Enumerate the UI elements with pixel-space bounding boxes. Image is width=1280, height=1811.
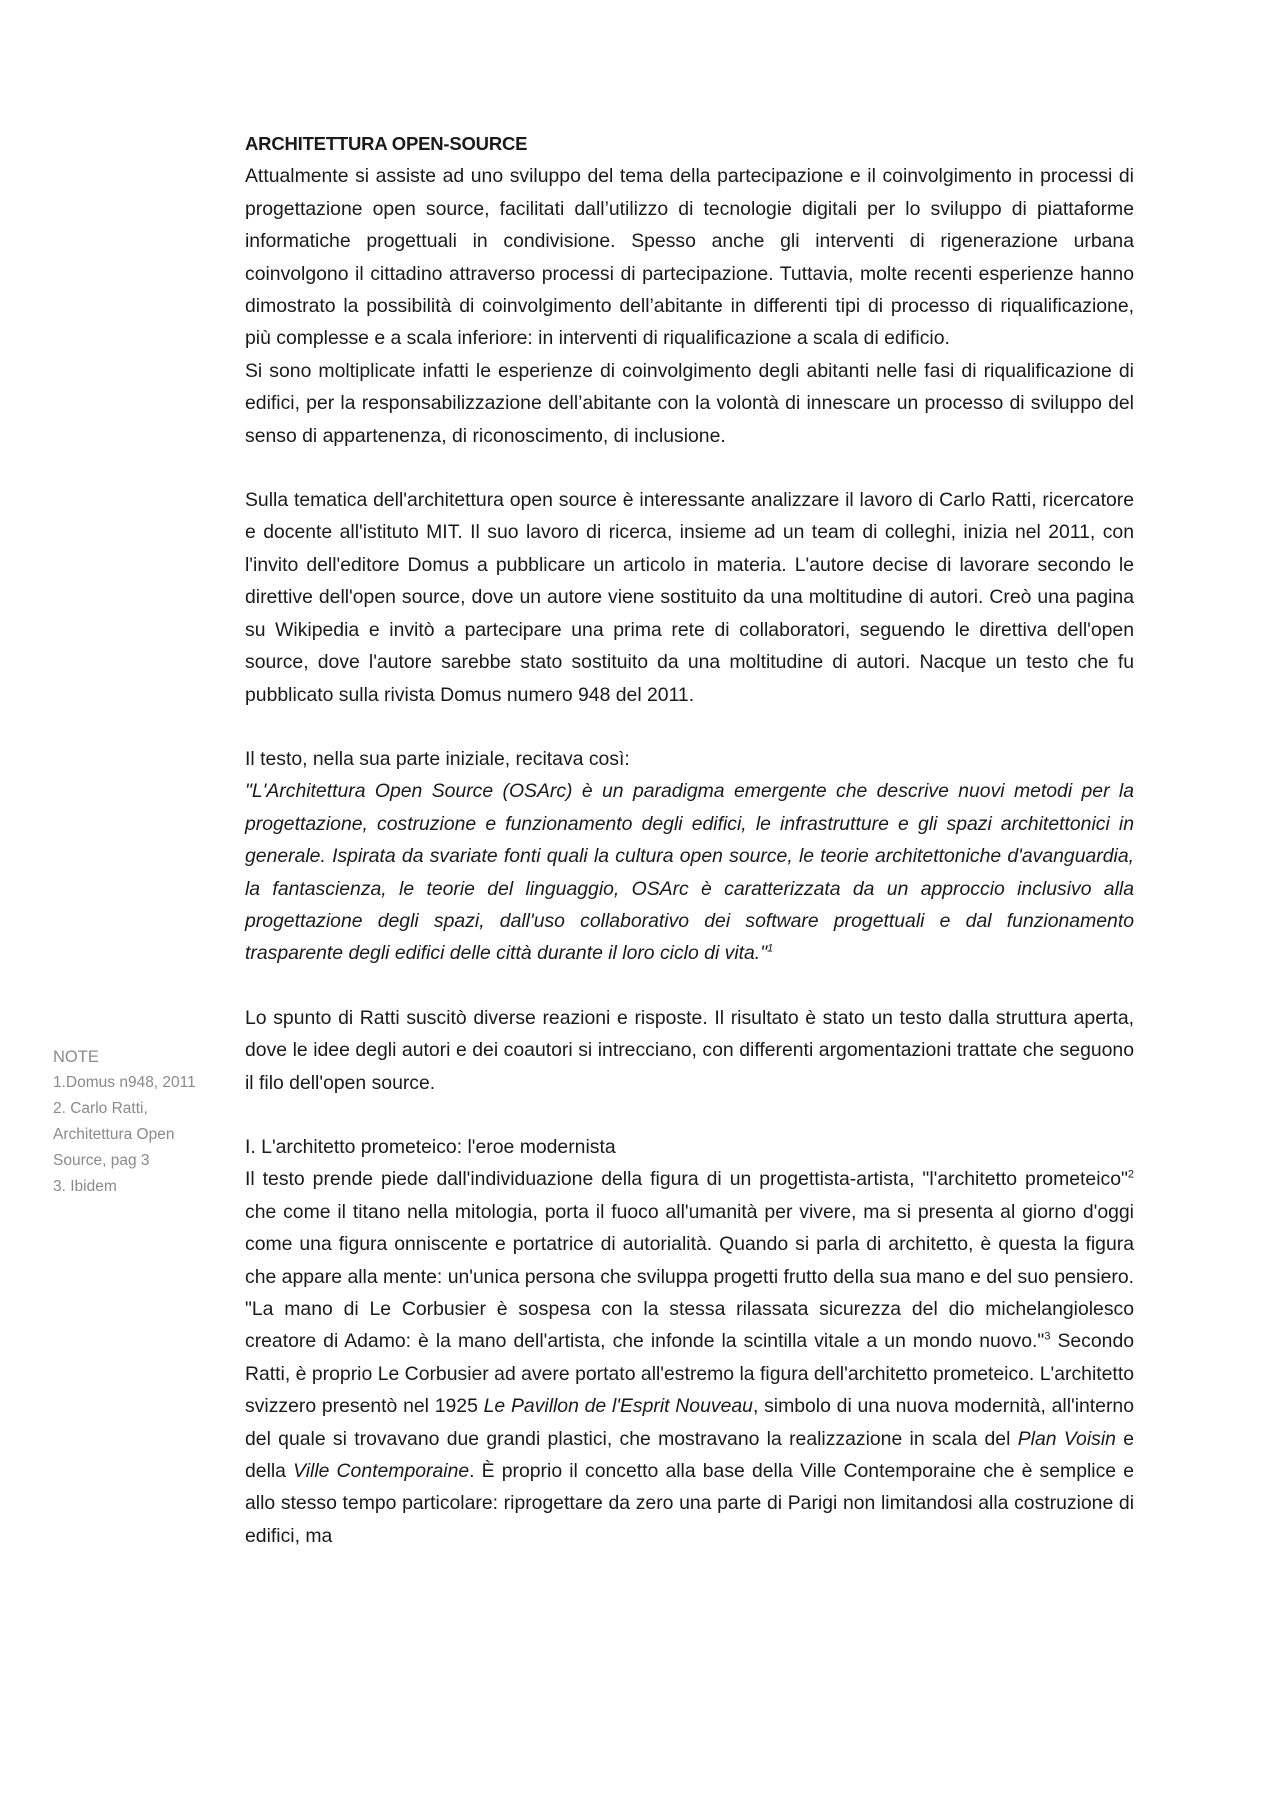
paragraph-intro-2: Si sono moltiplicate infatti le esperienze di coinvolgimento degli abitanti nelle fasi di riqualificazione di edifici, per la responsabilizzazione dell’abitante con la volontà di innescare un processo di sviluppo del senso di appartenenza, di riconoscimento, di inclusione.: [245, 359, 1134, 447]
note-item-2: 2. Carlo Ratti, Architettura Open Source, pag 3: [53, 1100, 175, 1169]
notes-heading: NOTE: [53, 1048, 99, 1066]
text-run: , simbolo di una nuova modernità, all'interno del quale si trovavano due grandi plastici, che mostravano la realizzazione in scala del: [245, 1395, 1134, 1450]
footnote-ref-2: 2: [1127, 1168, 1134, 1181]
text-run: Il testo prende piede dall'individuazione della figura di un progettista-artista, "l'architetto prometeico": [245, 1168, 1128, 1191]
quote-intro: Il testo, nella sua parte iniziale, recitava così:: [245, 747, 630, 770]
section-heading: I. L'architetto prometeico: l'eroe modernista: [245, 1135, 616, 1158]
paragraph-prometeico: [245, 1163, 1134, 1552]
text-run: . È proprio il concetto alla base della Ville Contemporaine che è semplice e allo stesso tempo particolare: riprogettare da zero una parte di Parigi non limitandosi alla costruzione di edifici, ma: [245, 1460, 1134, 1547]
footnote-ref-3: 3: [1044, 1330, 1051, 1343]
paragraph-reactions: Lo spunto di Ratti suscitò diverse reazioni e risposte. Il risultato è stato un testo dalla struttura aperta, dove le idee degli autori e dei coautori si intrecciano, con differenti argomentazioni trattate che seguono il filo dell'open source.: [245, 1006, 1134, 1094]
text-run: che come il titano nella mitologia, porta il fuoco all'umanità per vivere, ma si presenta al giorno d'oggi come una figura onniscente e portatrice di autorialità. Quando si parla di architetto, è questa la figura che appare alla mente: un'unica persona che sviluppa progetti frutto della sua mano e del suo pensiero. "La mano di Le Corbusier è sospesa con la stessa rilassata sicurezza del dio michelangiolesco creatore di Adamo: è la mano dell'artista, che infonde la scintilla vitale a un mondo nuovo.": [245, 1200, 1134, 1353]
quote-text: "L'Architettura Open Source (OSArc) è un paradigma emergente che descrive nuovi metodi per la progettazione, costruzione e funzionamento degli edifici, le infrastrutture e gli spazi architettonici in generale. Ispirata da svariate fonti quali la cultura open source, le teorie architettoniche d'avanguardia, la fantascienza, le teorie del linguaggio, OSArc è caratterizzata da un approccio inclusivo alla progettazione degli spazi, dall'uso collaborativo dei software progettuali e dal funzionamento trasparente degli edifici delle città durante il loro ciclo di vita.": [245, 780, 1134, 965]
note-item-1: 1.Domus n948, 2011: [53, 1074, 196, 1091]
paragraph-gap: [245, 970, 1134, 1002]
paragraph-ratti: Sulla tematica dell'architettura open source è interessante analizzare il lavoro di Carlo Ratti, ricercatore e docente all'istituto MIT. Il suo lavoro di ricerca, insieme ad un team di colleghi, inizia nel 2011, con l'invito dell'editore Domus a pubblicare un articolo in materia. L'autore decise di lavorare secondo le direttive dell'open source, dove un autore viene sostituito da una moltitudine di autori. Creò una pagina su Wikipedia e invitò a partecipare una prima rete di collaboratori, seguendo le direttiva dell'open source, dove l'autore sarebbe stato sostituito da una moltitudine di autori. Nacque un testo che fu pubblicato sulla rivista Domus numero 948 del 2011.: [245, 489, 1134, 706]
text-run: e della: [245, 1427, 1135, 1483]
note-item-3: 3. Ibidem: [53, 1178, 117, 1195]
osarc-quote: [245, 775, 1134, 969]
main-text-column: [245, 128, 1134, 1552]
text-run: Secondo Ratti, è proprio Le Corbusier ad avere portato all'estremo la figura dell'architetto prometeico. L'architetto svizzero presentò nel 1925: [245, 1330, 1135, 1418]
title-plan-voisin: Plan Voisin: [1017, 1427, 1116, 1450]
paragraph-intro-1: Attualmente si assiste ad uno sviluppo del tema della partecipazione e il coinvolgimento in processi di progettazione open source, facilitati dall’utilizzo di tecnologie digitali per lo sviluppo di piattaforme informatiche progettuali in condivisione. Spesso anche gli interventi di rigenerazione urbana coinvolgono il cittadino attraverso processi di partecipazione. Tuttavia, molte recenti esperienze hanno dimostrato la possibilità di coinvolgimento dell’abitante in differenti tipi di processo di riqualificazione, più complesse e a scala inferiore: in interventi di riqualificazione a scala di edificio.: [245, 165, 1134, 350]
document-title: ARCHITETTURA OPEN-SOURCE: [245, 133, 528, 154]
paragraph-gap: [245, 452, 1134, 484]
title-pavillon: Le Pavillon de l'Esprit Nouveau: [483, 1395, 753, 1418]
title-ville-contemporaine: Ville Contemporaine: [293, 1460, 470, 1483]
paragraph-gap: [245, 1099, 1134, 1131]
margin-notes: [53, 1044, 203, 1200]
paragraph-gap: [245, 711, 1134, 743]
footnote-ref-1: 1: [767, 942, 774, 955]
